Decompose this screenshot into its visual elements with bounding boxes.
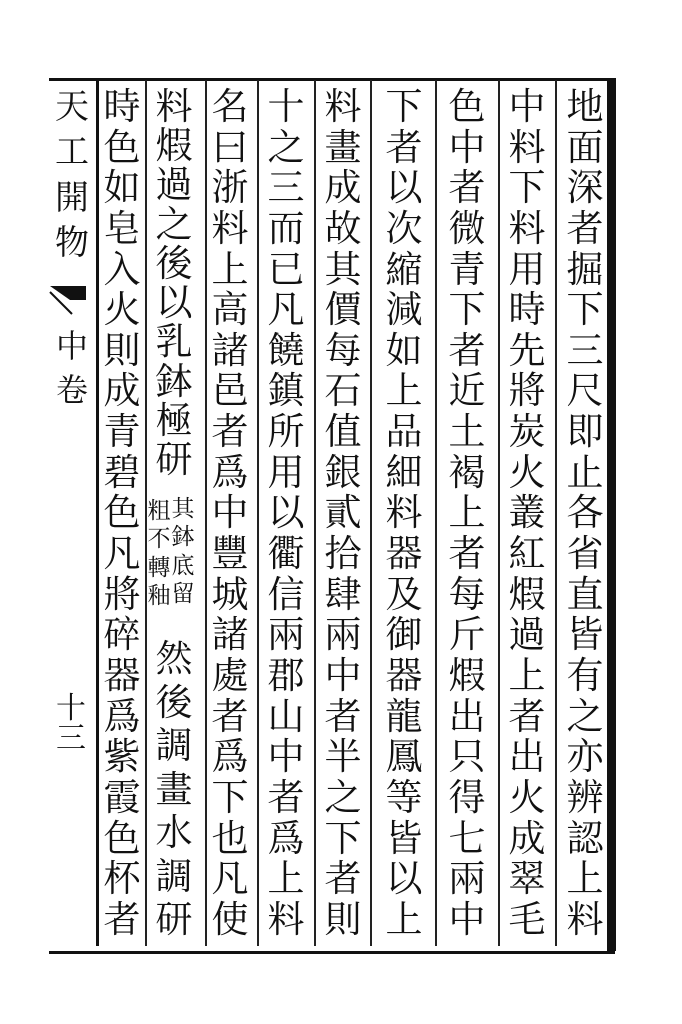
char: 料 xyxy=(508,206,546,250)
char: 其 xyxy=(324,247,362,291)
char: 鉢 xyxy=(155,359,193,403)
char: 乳 xyxy=(155,320,193,364)
char: 鎮 xyxy=(267,369,305,413)
char: 得 xyxy=(448,775,486,819)
char: 褐 xyxy=(448,450,486,494)
text-column xyxy=(561,85,609,941)
char: 縮 xyxy=(385,247,423,291)
char: 半 xyxy=(324,735,362,779)
char: 豐 xyxy=(211,532,249,576)
char: 時 xyxy=(103,85,141,128)
char: 料 xyxy=(211,206,249,250)
char: 等 xyxy=(385,775,423,819)
char: 而 xyxy=(267,206,305,250)
char: 面 xyxy=(566,125,604,169)
char: 成 xyxy=(103,369,141,413)
char: 上 xyxy=(385,369,423,413)
char: 然 xyxy=(155,637,193,680)
char: 煆 xyxy=(448,653,486,697)
char: 炭 xyxy=(508,410,546,454)
char: 如 xyxy=(103,166,141,210)
char: 辨 xyxy=(566,775,604,819)
char: 用 xyxy=(508,247,546,291)
char: 故 xyxy=(324,206,362,250)
char: 爲 xyxy=(211,735,249,779)
char: 上 xyxy=(211,247,249,291)
char: 三 xyxy=(267,166,305,210)
char: 即 xyxy=(566,410,604,454)
char: 者 xyxy=(385,125,423,169)
fishtail-mark-icon xyxy=(48,284,88,324)
char: 極 xyxy=(155,398,193,442)
char: 諸 xyxy=(211,328,249,372)
char: 止 xyxy=(566,450,604,494)
char: 次 xyxy=(385,206,423,250)
char: 出 xyxy=(448,694,486,738)
char: 如 xyxy=(385,328,423,372)
text-column xyxy=(443,85,491,941)
char: 尺 xyxy=(566,369,604,413)
char: 者 xyxy=(267,775,305,819)
char: 凡 xyxy=(211,857,249,901)
char: 中 xyxy=(324,653,362,697)
note-char: 不 xyxy=(147,526,171,553)
char: 以 xyxy=(267,491,305,535)
column-rule xyxy=(498,80,500,946)
char: 之 xyxy=(267,125,305,169)
char: 毛 xyxy=(508,897,546,941)
char: 者 xyxy=(448,166,486,210)
char: 料 xyxy=(324,85,362,128)
char: 者 xyxy=(566,206,604,250)
char: 衢 xyxy=(267,532,305,576)
char: 用 xyxy=(267,450,305,494)
char: 只 xyxy=(448,735,486,779)
char: 紅 xyxy=(508,532,546,576)
char: 下 xyxy=(448,288,486,332)
char: 十 xyxy=(267,85,305,128)
char: 饒 xyxy=(267,328,305,372)
char: 者 xyxy=(211,694,249,738)
char: 細 xyxy=(385,450,423,494)
char: 出 xyxy=(508,735,546,779)
char: 凡 xyxy=(103,532,141,576)
text-column-upper xyxy=(150,85,198,481)
char: 諸 xyxy=(211,613,249,657)
char: 火 xyxy=(508,450,546,494)
char: 畫 xyxy=(155,767,193,811)
char: 色 xyxy=(448,85,486,128)
title-char: 天 xyxy=(55,87,89,127)
char: 料 xyxy=(566,897,604,941)
char: 高 xyxy=(211,288,249,332)
char: 近 xyxy=(448,369,486,413)
char: 認 xyxy=(566,816,604,860)
note-char: 其 xyxy=(171,496,195,522)
char: 減 xyxy=(385,288,423,332)
char: 下 xyxy=(385,85,423,128)
annotation-column-left xyxy=(148,500,170,608)
char: 料 xyxy=(155,85,193,128)
char: 煆 xyxy=(508,572,546,616)
note-char: 釉 xyxy=(147,582,171,609)
char: 杯 xyxy=(103,857,141,901)
char: 將 xyxy=(103,572,141,616)
char: 皂 xyxy=(103,206,141,250)
char: 色 xyxy=(103,816,141,860)
char: 地 xyxy=(566,85,604,128)
text-column xyxy=(319,85,367,941)
char: 城 xyxy=(211,572,249,616)
char: 者 xyxy=(324,694,362,738)
char: 土 xyxy=(448,410,486,454)
char: 器 xyxy=(103,653,141,697)
char: 處 xyxy=(211,653,249,697)
char: 皆 xyxy=(566,613,604,657)
char: 值 xyxy=(324,410,362,454)
char: 時 xyxy=(508,288,546,332)
note-char: 鉢 xyxy=(171,524,195,551)
char: 鳳 xyxy=(385,735,423,779)
char: 信 xyxy=(267,572,305,616)
char: 貳 xyxy=(324,491,362,535)
text-column xyxy=(98,85,146,941)
annotation-column-right xyxy=(172,498,194,606)
char: 叢 xyxy=(508,491,546,535)
char: 上 xyxy=(448,491,486,535)
char: 山 xyxy=(267,694,305,738)
char: 火 xyxy=(508,775,546,819)
title-char: 工 xyxy=(55,132,89,173)
text-column xyxy=(380,85,428,941)
char: 上 xyxy=(508,653,546,697)
text-column xyxy=(206,85,254,941)
char: 直 xyxy=(566,572,604,616)
char: 先 xyxy=(508,328,546,372)
char: 爲 xyxy=(103,694,141,738)
char: 調 xyxy=(155,724,193,767)
char: 上 xyxy=(566,857,604,901)
char: 後 xyxy=(155,241,193,285)
char: 研 xyxy=(155,437,193,481)
char: 使 xyxy=(211,897,249,941)
char: 翠 xyxy=(508,857,546,901)
char: 色 xyxy=(103,125,141,169)
column-rule xyxy=(314,80,316,946)
char: 器 xyxy=(385,532,423,576)
char: 亦 xyxy=(566,735,604,779)
char: 者 xyxy=(211,410,249,454)
char: 御 xyxy=(385,613,423,657)
char: 拾 xyxy=(324,532,362,576)
char: 也 xyxy=(211,816,249,860)
char: 微 xyxy=(448,206,486,250)
char: 碎 xyxy=(103,613,141,657)
char: 爲 xyxy=(211,450,249,494)
char: 中 xyxy=(448,897,486,941)
column-rule xyxy=(435,80,437,946)
char: 省 xyxy=(566,532,604,576)
char: 石 xyxy=(324,369,362,413)
char: 以 xyxy=(385,857,423,901)
char: 兩 xyxy=(448,857,486,901)
column-rule xyxy=(370,80,372,946)
char: 名 xyxy=(211,85,249,128)
char: 色 xyxy=(103,491,141,535)
char: 品 xyxy=(385,410,423,454)
text-column xyxy=(262,85,310,941)
char: 龍 xyxy=(385,694,423,738)
char: 肆 xyxy=(324,572,362,616)
char: 水 xyxy=(155,811,193,854)
char: 爲 xyxy=(267,816,305,860)
page-number: 十三 xyxy=(56,691,86,756)
char: 霞 xyxy=(103,775,141,819)
char: 之 xyxy=(155,202,193,246)
char: 則 xyxy=(324,897,362,941)
char: 調 xyxy=(155,854,193,898)
volume-label xyxy=(52,327,92,409)
char: 兩 xyxy=(267,613,305,657)
char: 有 xyxy=(566,653,604,697)
char: 中 xyxy=(267,735,305,779)
char: 郡 xyxy=(267,653,305,697)
char: 者 xyxy=(448,328,486,372)
char: 凡 xyxy=(267,288,305,332)
char: 浙 xyxy=(211,166,249,210)
char: 則 xyxy=(103,328,141,372)
char: 入 xyxy=(103,247,141,291)
char: 所 xyxy=(267,410,305,454)
char: 下 xyxy=(211,775,249,819)
title-char: 物 xyxy=(55,222,89,263)
char: 者 xyxy=(448,532,486,576)
char: 及 xyxy=(385,572,423,616)
volume-char: 中 xyxy=(55,327,88,365)
title-char: 開 xyxy=(55,177,89,218)
char: 成 xyxy=(508,816,546,860)
char: 者 xyxy=(508,694,546,738)
char: 每 xyxy=(324,328,362,372)
char: 價 xyxy=(324,288,362,332)
char: 下 xyxy=(324,816,362,860)
note-char: 底 xyxy=(171,552,195,579)
char: 之 xyxy=(566,694,604,738)
char: 上 xyxy=(267,857,305,901)
char: 過 xyxy=(508,613,546,657)
char: 上 xyxy=(385,897,423,941)
char: 三 xyxy=(566,328,604,372)
note-char: 粗 xyxy=(147,498,171,524)
char: 研 xyxy=(155,898,193,941)
char: 中 xyxy=(211,491,249,535)
char: 者 xyxy=(324,857,362,901)
char: 七 xyxy=(448,816,486,860)
text-column-lower xyxy=(150,637,198,941)
char: 以 xyxy=(385,166,423,210)
char: 青 xyxy=(103,410,141,454)
char: 銀 xyxy=(324,450,362,494)
text-column xyxy=(503,85,551,941)
book-title xyxy=(52,87,92,263)
char: 火 xyxy=(103,288,141,332)
char: 成 xyxy=(324,166,362,210)
char: 後 xyxy=(155,680,193,724)
char: 青 xyxy=(448,247,486,291)
volume-char: 卷 xyxy=(55,371,88,409)
char: 已 xyxy=(267,247,305,291)
char: 料 xyxy=(508,125,546,169)
char: 皆 xyxy=(385,816,423,860)
char: 者 xyxy=(103,897,141,941)
char: 過 xyxy=(155,163,193,207)
char: 碧 xyxy=(103,450,141,494)
char: 將 xyxy=(508,369,546,413)
char: 料 xyxy=(385,491,423,535)
char: 深 xyxy=(566,166,604,210)
char: 曰 xyxy=(211,125,249,169)
char: 下 xyxy=(566,288,604,332)
char: 斤 xyxy=(448,613,486,657)
char: 下 xyxy=(508,166,546,210)
char: 兩 xyxy=(324,613,362,657)
char: 料 xyxy=(267,897,305,941)
char: 煆 xyxy=(155,124,193,168)
char: 掘 xyxy=(566,247,604,291)
char: 邑 xyxy=(211,369,249,413)
char: 畫 xyxy=(324,125,362,169)
char: 每 xyxy=(448,572,486,616)
char: 各 xyxy=(566,491,604,535)
char: 紫 xyxy=(103,735,141,779)
column-rule xyxy=(257,80,259,946)
char: 器 xyxy=(385,653,423,697)
char: 之 xyxy=(324,775,362,819)
char: 以 xyxy=(155,281,193,325)
char: 中 xyxy=(448,125,486,169)
column-rule xyxy=(555,80,557,946)
char: 中 xyxy=(508,85,546,128)
note-char: 轉 xyxy=(147,554,171,581)
note-char: 留 xyxy=(171,580,195,607)
